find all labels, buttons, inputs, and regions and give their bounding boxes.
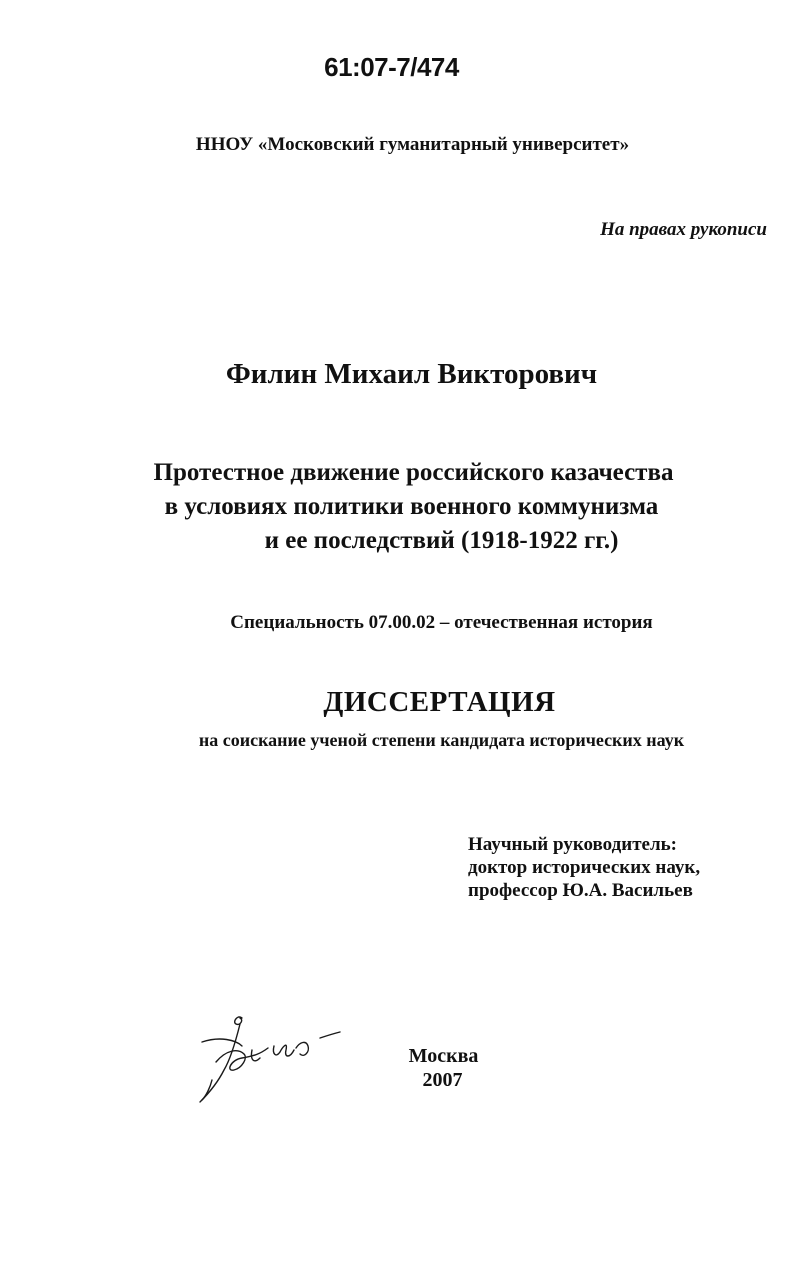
specialty-text: Специальность 07.00.02 – отечественная история (230, 612, 653, 633)
dissertation-title (0, 456, 799, 558)
title-line-3: и ее последствий (1918-1922 гг.) (264, 527, 619, 554)
institution-name (0, 134, 799, 156)
place-and-year (0, 1044, 799, 1092)
year: 2007 (422, 1069, 463, 1091)
document-type (0, 686, 799, 719)
document-type-text: ДИССЕРТАЦИЯ (323, 686, 556, 718)
title-line-1: Протестное движение российского казачества (153, 459, 674, 486)
supervisor-line-3: профессор Ю.А. Васильев (468, 880, 693, 901)
catalog-number (0, 52, 799, 83)
catalog-number-text: 61:07-7/474 (324, 52, 459, 82)
author-name (0, 358, 799, 391)
degree-statement (0, 730, 799, 751)
supervisor-block (468, 833, 700, 902)
manuscript-note: На правах рукописи (600, 219, 767, 240)
supervisor-line-1: Научный руководитель: (468, 834, 677, 855)
city: Москва (408, 1045, 479, 1067)
title-line-2: в условиях политики военного коммунизма (164, 493, 659, 520)
degree-statement-text: на соискание ученой степени кандидата исторических наук (198, 730, 685, 750)
institution-name-text: ННОУ «Московский гуманитарный университет» (195, 134, 630, 155)
author-name-text: Филин Михаил Викторович (225, 358, 598, 390)
specialty (0, 612, 799, 634)
supervisor-line-2: доктор исторических наук, (468, 857, 701, 878)
